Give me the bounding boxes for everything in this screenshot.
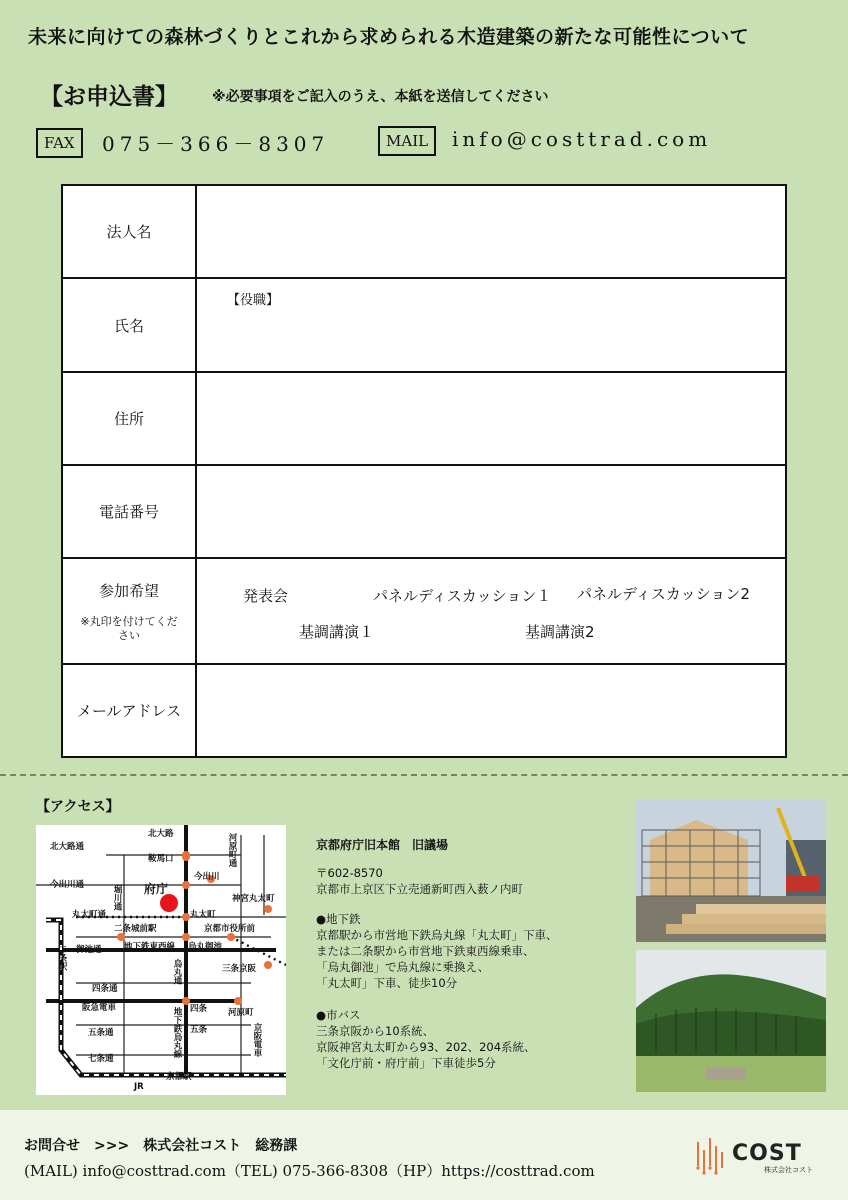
subway-line-3: 「烏丸御池」で烏丸線に乗換え、 — [316, 960, 490, 974]
bus-line-1: 三条京阪から10系統、 — [316, 1024, 435, 1038]
form-note: ※必要事項をご記入のうえ、本紙を送信してください — [212, 89, 549, 105]
bus-line-2: 京阪神宮丸太町から93、202、204系統、 — [316, 1040, 536, 1054]
option-panel-2[interactable]: パネルディスカッション2 — [577, 585, 750, 603]
subway-line-4: 「丸太町」下車、徒歩10分 — [316, 976, 458, 990]
station-nijo: 二条駅 — [57, 945, 67, 971]
participation-label-cell — [62, 558, 196, 664]
line-tozai: 地下鉄東西線 — [124, 942, 176, 952]
landmark-label: 府庁 — [144, 882, 169, 896]
phone-label: 電話番号 — [62, 465, 196, 558]
construction-photo — [636, 800, 826, 942]
subway-line-2: または二条駅から市営地下鉄東西線乗車、 — [316, 944, 535, 958]
street-hankyu: 阪急電車 — [82, 1003, 117, 1013]
subway-line-1: 京都駅から市営地下鉄烏丸線「丸太町」下車、 — [316, 928, 558, 942]
street-oike: 御池通 — [76, 945, 102, 955]
mail-label: MAIL — [378, 126, 436, 156]
option-panel-1[interactable]: パネルディスカッション１ — [373, 587, 552, 605]
name-label: 氏名 — [62, 278, 196, 372]
station-sanjo: 三条京阪 — [222, 964, 257, 974]
form-row-participation — [62, 558, 786, 664]
bus-heading: ●市バス — [316, 1008, 361, 1022]
corporation-label: 法人名 — [62, 185, 196, 278]
street-kawaramachi: 河原町通 — [227, 833, 237, 867]
station-imadegawa: 今出川 — [194, 872, 220, 882]
station-marutamachi: 丸太町 — [190, 910, 216, 920]
email-label: メールアドレス — [62, 664, 196, 757]
line-karasuma: 地下鉄烏丸線 — [172, 1007, 182, 1058]
logo-name: COST — [732, 1141, 802, 1166]
street-kitaoji: 北大路通 — [50, 842, 85, 852]
corporation-field[interactable] — [196, 185, 786, 278]
access-map — [36, 825, 286, 1095]
street-keihan: 京阪電車 — [252, 1023, 262, 1057]
form-row-phone — [62, 465, 786, 558]
email-field[interactable] — [196, 664, 786, 757]
station-shiyakusho: 京都市役所前 — [204, 924, 256, 934]
option-presentation[interactable]: 発表会 — [243, 587, 289, 605]
station-kitaoji: 北大路 — [148, 829, 174, 839]
mail-address[interactable]: info@costtrad.com — [452, 127, 712, 151]
form-row-name — [62, 278, 786, 372]
venue-address: 京都市上京区下立売通新町西入薮ノ内町 — [316, 882, 523, 896]
participation-note: ※丸印を付けてください — [80, 614, 178, 642]
contact-details[interactable]: (MAIL) info@costtrad.com（TEL) 075-366-8308（HP）https://costtrad.com — [24, 1162, 595, 1180]
phone-field[interactable] — [196, 465, 786, 558]
station-gojo: 五条 — [190, 1025, 208, 1035]
street-shichijo: 七条通 — [88, 1054, 114, 1064]
form-row-email — [62, 664, 786, 757]
station-kyoto: 京都駅 — [166, 1072, 192, 1082]
section-divider — [0, 774, 848, 776]
page-title: 未来に向けての森林づくりとこれから求められる木造建築の新たな可能性について — [28, 26, 750, 48]
street-marutamachi: 丸太町通 — [72, 910, 107, 920]
station-nijojo: 二条城前駅 — [114, 924, 157, 934]
map-streets — [36, 835, 286, 1075]
subway-heading: ●地下鉄 — [316, 912, 361, 926]
application-form — [61, 184, 787, 758]
form-row-corporation — [62, 185, 786, 278]
street-karasuma: 烏丸通 — [172, 959, 182, 985]
station-shijo: 四条 — [190, 1004, 208, 1014]
participation-options — [196, 558, 786, 664]
street-horikawa: 堀川通 — [112, 885, 122, 911]
forest-photo — [636, 950, 826, 1092]
option-keynote-1[interactable]: 基調講演１ — [299, 623, 375, 641]
company-logo — [694, 1132, 820, 1176]
contact-line: お問合せ >>> 株式会社コスト 総務課 — [24, 1138, 298, 1154]
landmark-dot — [160, 894, 178, 912]
station-jingu: 神宮丸太町 — [232, 894, 275, 904]
logo-subtitle: 株式会社コスト — [764, 1166, 813, 1174]
postal-code: 〒602-8570 — [316, 866, 383, 880]
participation-label: 参加希望 — [98, 581, 159, 600]
station-kawaramachi: 河原町 — [228, 1008, 254, 1018]
venue-name: 京都府庁旧本館 旧議場 — [316, 838, 449, 852]
station-jr: JR — [134, 1082, 144, 1092]
bus-line-3: 「文化庁前・府庁前」下車徒歩5分 — [316, 1056, 496, 1070]
street-gojo: 五条通 — [88, 1028, 114, 1038]
street-shijo: 四条通 — [92, 984, 118, 994]
form-heading: 【お申込書】 — [40, 84, 178, 110]
address-field[interactable] — [196, 372, 786, 465]
street-imadegawa: 今出川通 — [50, 880, 85, 890]
fax-label: FAX — [36, 128, 83, 158]
address-label: 住所 — [62, 372, 196, 465]
option-keynote-2[interactable]: 基調講演2 — [525, 623, 595, 641]
station-karasumaoike: 烏丸御池 — [188, 942, 223, 952]
fax-number: 075－366－8307 — [102, 132, 330, 156]
form-row-address — [62, 372, 786, 465]
position-hint: 【役職】 — [227, 293, 280, 308]
access-heading: 【アクセス】 — [36, 799, 120, 815]
station-kuramaguchi: 鞍馬口 — [148, 854, 174, 864]
name-field[interactable] — [196, 278, 786, 372]
